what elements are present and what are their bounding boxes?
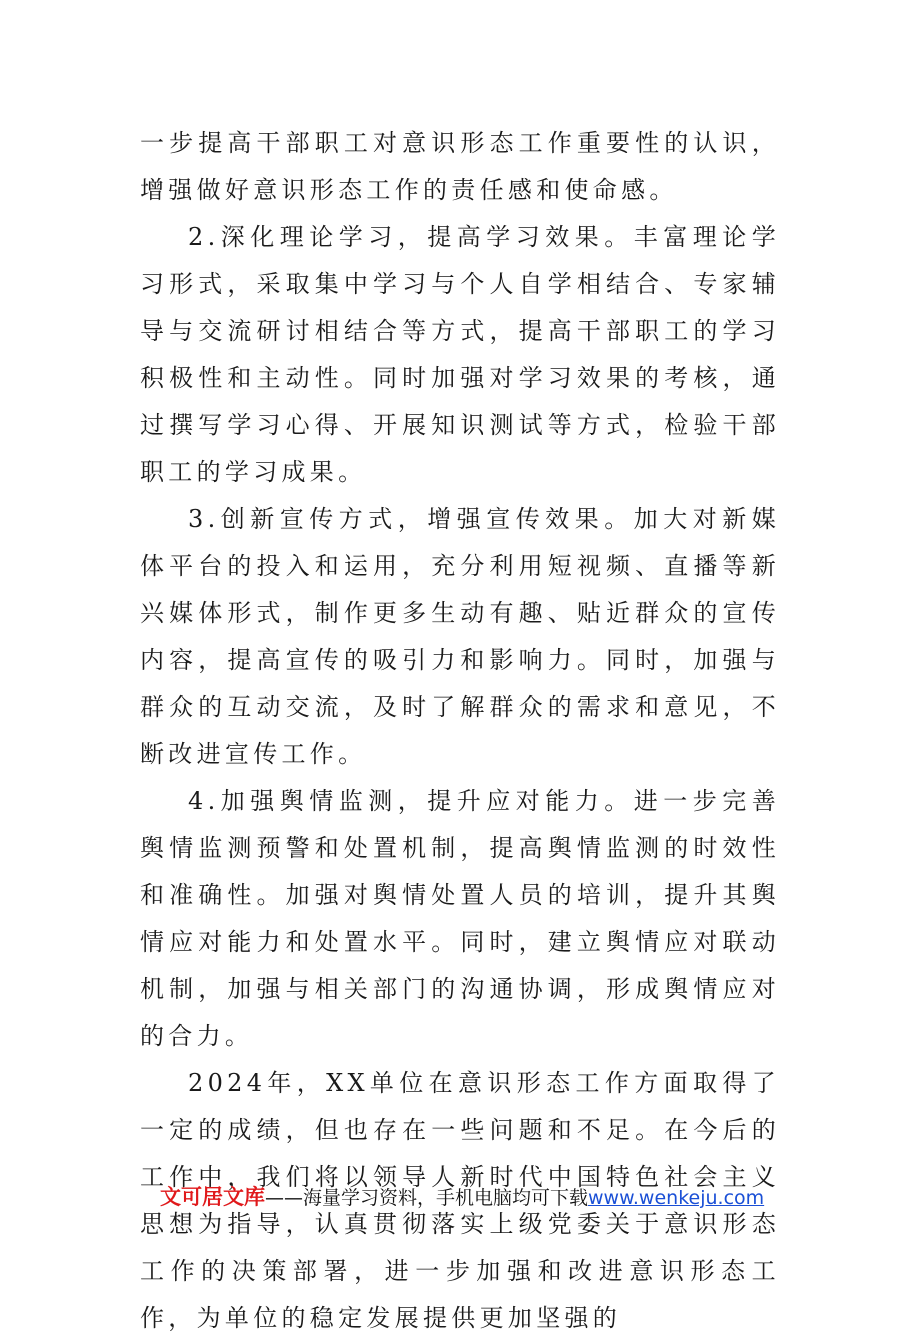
paragraph-conclusion: 2024年，XX单位在意识形态工作方面取得了一定的成绩，但也存在一些问题和不足。在今后的工作中，我们将以领导人新时代中国特色社会主义思想为指导，认真贯彻落实上级党委关于意识形态工作的决策部署，进一步加强和改进意识形态工作，为单位的稳定发展提供更加坚强的 (140, 1069, 780, 1332)
footer-dash: —— (265, 1187, 303, 1209)
paragraph-continuation: 一步提高干部职工对意识形态工作重要性的认识，增强做好意识形态工作的责任感和使命感。 (140, 129, 780, 204)
footer-brand: 文可居文库 (160, 1185, 265, 1209)
paragraph-item-3: 3.创新宣传方式，增强宣传效果。加大对新媒体平台的投入和运用，充分利用短视频、直播等新兴媒体形式，制作更多生动有趣、贴近群众的宣传内容，提高宣传的吸引力和影响力。同时，加强与群众的互动交流，及时了解群众的需求和意见，不断改进宣传工作。 (140, 505, 780, 768)
paragraph-item-2: 2.深化理论学习，提高学习效果。丰富理论学习形式，采取集中学习与个人自学相结合、专家辅导与交流研讨相结合等方式，提高干部职工的学习积极性和主动性。同时加强对学习效果的考核，通过撰写学习心得、开展知识测试等方式，检验干部职工的学习成果。 (140, 223, 780, 486)
footer-website-link[interactable]: www.wenkeju.com (588, 1187, 765, 1209)
document-body (140, 120, 780, 1342)
paragraph-item-4: 4.加强舆情监测，提升应对能力。进一步完善舆情监测预警和处置机制，提高舆情监测的时效性和准确性。加强对舆情处置人员的培训，提升其舆情应对能力和处置水平。同时，建立舆情应对联动机制，加强与相关部门的沟通协调，形成舆情应对的合力。 (140, 787, 780, 1050)
footer-tagline: 海量学习资料，手机电脑均可下载 (303, 1187, 589, 1209)
footer-banner (160, 1184, 780, 1210)
